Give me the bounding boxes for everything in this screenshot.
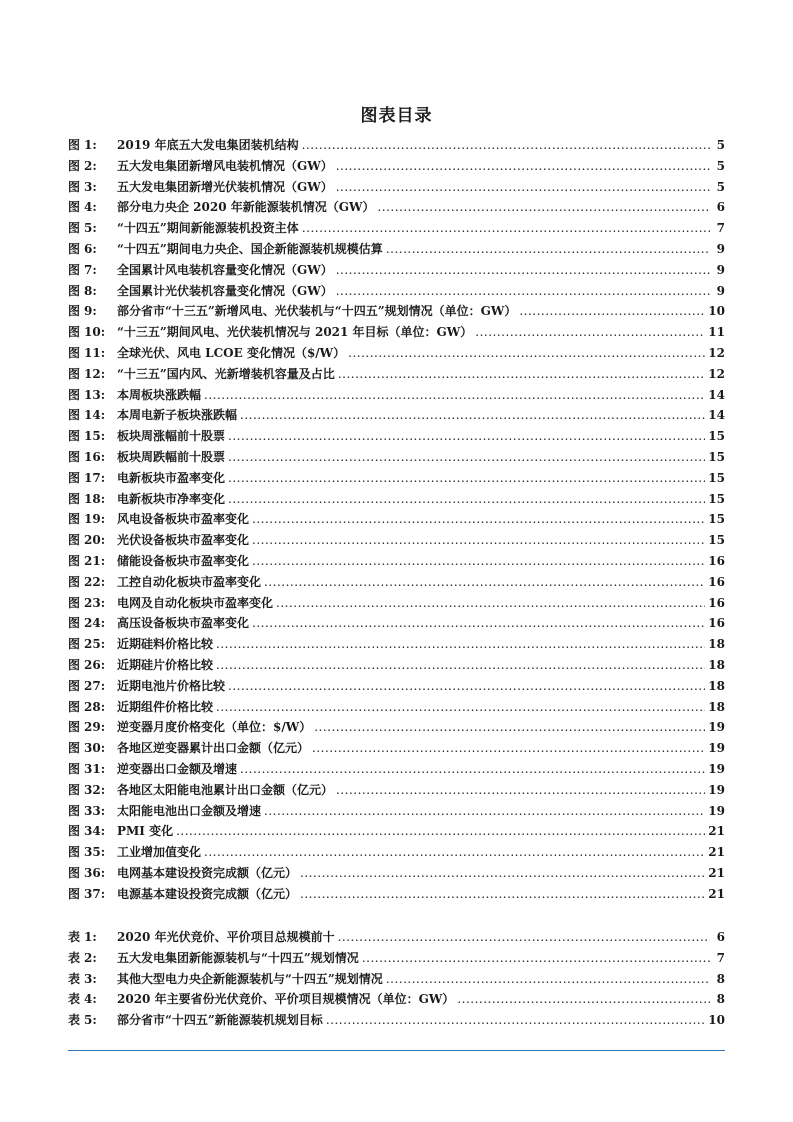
figure-page-number: 18 xyxy=(708,657,725,672)
figure-page-number: 15 xyxy=(708,449,725,464)
figure-entry[interactable] xyxy=(68,364,725,385)
figure-page-number: 15 xyxy=(708,491,725,506)
dot-leader xyxy=(336,156,710,177)
table-title: 部分省市“十四五”新能源装机规划目标 xyxy=(117,1013,323,1028)
dot-leader xyxy=(338,364,705,385)
figure-number: 3: xyxy=(84,179,97,194)
figure-page-number: 15 xyxy=(708,533,725,548)
figure-prefix: 图 xyxy=(68,283,81,298)
figure-title: 板块周跌幅前十股票 xyxy=(117,449,226,464)
dot-leader xyxy=(377,197,710,218)
dot-leader xyxy=(336,281,710,302)
figure-entry[interactable] xyxy=(68,530,725,551)
table-page-number: 8 xyxy=(716,992,725,1007)
figure-entry[interactable] xyxy=(68,343,725,364)
dot-leader xyxy=(302,218,710,239)
dot-leader xyxy=(338,927,710,948)
figure-number: 4: xyxy=(84,200,97,215)
figure-entry[interactable] xyxy=(68,593,725,614)
figure-entry[interactable] xyxy=(68,884,725,905)
figure-page-number: 12 xyxy=(708,366,725,381)
figure-title: 近期硅料价格比较 xyxy=(117,637,214,652)
dot-leader xyxy=(314,717,705,738)
dot-leader xyxy=(312,738,705,759)
figure-title: 近期组件价格比较 xyxy=(117,699,214,714)
figure-prefix: 图 xyxy=(68,845,81,860)
figure-entry[interactable] xyxy=(68,177,725,198)
figure-prefix: 图 xyxy=(68,553,81,568)
figure-number: 6: xyxy=(84,241,97,256)
figure-title: “十四五”期间电力央企、国企新能源装机规模估算 xyxy=(117,241,383,256)
figure-entry[interactable] xyxy=(68,697,725,718)
figure-page-number: 18 xyxy=(708,678,725,693)
figure-number: 13: xyxy=(84,387,106,402)
figure-number: 19: xyxy=(84,512,106,527)
figure-prefix: 图 xyxy=(68,533,81,548)
figure-entry[interactable] xyxy=(68,551,725,572)
figure-prefix: 图 xyxy=(68,408,81,423)
figure-page-number: 16 xyxy=(708,553,725,568)
figure-title: 电网基本建设投资完成额（亿元） xyxy=(117,865,298,880)
figure-entry[interactable] xyxy=(68,738,725,759)
figure-prefix: 图 xyxy=(68,179,81,194)
figure-page-number: 21 xyxy=(708,824,725,839)
figure-title: 工业增加值变化 xyxy=(117,845,202,860)
figure-prefix: 图 xyxy=(68,595,81,610)
figure-entry[interactable] xyxy=(68,322,725,343)
figure-entry[interactable] xyxy=(68,197,725,218)
table-prefix: 表 xyxy=(68,971,81,986)
figure-number: 10: xyxy=(84,325,106,340)
figure-prefix: 图 xyxy=(68,387,81,402)
figure-number: 15: xyxy=(84,429,106,444)
figure-prefix: 图 xyxy=(68,865,81,880)
figure-entry[interactable] xyxy=(68,447,725,468)
dot-leader xyxy=(176,821,705,842)
figure-entry[interactable] xyxy=(68,842,725,863)
figure-prefix: 图 xyxy=(68,366,81,381)
figure-title: 板块周涨幅前十股票 xyxy=(117,429,226,444)
figure-title: 本周板块涨跌幅 xyxy=(117,387,202,402)
figure-page-number: 16 xyxy=(708,574,725,589)
figure-prefix: 图 xyxy=(68,304,81,319)
figure-page-number: 18 xyxy=(708,637,725,652)
dot-leader xyxy=(252,613,705,634)
figure-entry[interactable] xyxy=(68,759,725,780)
figure-title: 近期电池片价格比较 xyxy=(117,678,226,693)
figure-prefix: 图 xyxy=(68,886,81,901)
figure-title: 近期硅片价格比较 xyxy=(117,657,214,672)
page-title: 图表目录 xyxy=(360,106,433,126)
figure-page-number: 5 xyxy=(716,179,725,194)
dot-leader xyxy=(228,489,705,510)
dot-leader xyxy=(204,842,705,863)
dot-leader xyxy=(264,801,705,822)
figure-prefix: 图 xyxy=(68,221,81,236)
figure-number: 23: xyxy=(84,595,106,610)
dot-leader xyxy=(264,572,705,593)
figure-number: 35: xyxy=(84,845,106,860)
table-list xyxy=(68,927,725,1031)
figure-page-number: 18 xyxy=(708,699,725,714)
figure-title: 全国累计风电装机容量变化情况（GW） xyxy=(117,262,333,277)
table-prefix: 表 xyxy=(68,950,81,965)
dot-leader xyxy=(386,969,710,990)
figure-page-number: 19 xyxy=(708,720,725,735)
figure-title: 全国累计光伏装机容量变化情况（GW） xyxy=(117,283,333,298)
figure-number: 25: xyxy=(84,637,106,652)
figure-page-number: 7 xyxy=(716,221,725,236)
figure-prefix: 图 xyxy=(68,657,81,672)
figure-prefix: 图 xyxy=(68,470,81,485)
figure-title: “十四五”期间新能源装机投资主体 xyxy=(117,221,299,236)
figure-page-number: 16 xyxy=(708,595,725,610)
figure-prefix: 图 xyxy=(68,325,81,340)
table-entry[interactable] xyxy=(68,927,725,948)
figure-title: 各地区太阳能电池累计出口金额（亿元） xyxy=(117,782,334,797)
figure-title: 部分省市“十三五”新增风电、光伏装机与“十四五”规划情况（单位：GW） xyxy=(117,304,517,319)
figure-page-number: 21 xyxy=(708,845,725,860)
table-prefix: 表 xyxy=(68,992,81,1007)
figure-entry[interactable] xyxy=(68,218,725,239)
figure-title: 全球光伏、风电 LCOE 变化情况（$/W） xyxy=(117,345,346,360)
figure-prefix: 图 xyxy=(68,449,81,464)
figure-prefix: 图 xyxy=(68,741,81,756)
figure-page-number: 15 xyxy=(708,470,725,485)
figure-prefix: 图 xyxy=(68,720,81,735)
figure-number: 24: xyxy=(84,616,106,631)
dot-leader xyxy=(300,863,705,884)
figure-title: 本周电新子板块涨跌幅 xyxy=(117,408,238,423)
figure-entry[interactable] xyxy=(68,489,725,510)
figure-entry[interactable] xyxy=(68,405,725,426)
figure-page-number: 15 xyxy=(708,429,725,444)
figure-title: 2019 年底五大发电集团装机结构 xyxy=(117,138,299,152)
table-title: 其他大型电力央企新能源装机与“十四五”规划情况 xyxy=(117,971,383,986)
figure-number: 17: xyxy=(84,470,106,485)
table-number: 3: xyxy=(84,971,97,986)
dot-leader xyxy=(240,405,705,426)
figure-prefix: 图 xyxy=(68,241,81,256)
figure-number: 31: xyxy=(84,761,106,776)
figure-number: 8: xyxy=(84,283,97,298)
table-entry[interactable] xyxy=(68,989,725,1010)
figure-number: 28: xyxy=(84,699,106,714)
dot-leader xyxy=(326,1010,705,1031)
figure-page-number: 21 xyxy=(708,865,725,880)
figure-title: “十三五”期间风电、光伏装机情况与 2021 年目标（单位：GW） xyxy=(117,325,473,340)
table-prefix: 表 xyxy=(68,1013,81,1028)
figure-number: 12: xyxy=(84,366,106,381)
figure-number: 37: xyxy=(84,886,106,901)
table-page-number: 7 xyxy=(716,950,725,965)
dot-leader xyxy=(519,301,705,322)
figure-page-number: 5 xyxy=(716,158,725,173)
figure-entry[interactable] xyxy=(68,281,725,302)
figure-prefix: 图 xyxy=(68,803,81,818)
figure-entry[interactable] xyxy=(68,135,725,156)
figure-entry[interactable] xyxy=(68,156,725,177)
figure-page-number: 9 xyxy=(716,241,725,256)
dot-leader xyxy=(228,447,705,468)
figure-title: 电网及自动化板块市盈率变化 xyxy=(117,595,274,610)
table-title: 2020 年光伏竞价、平价项目总规模前十 xyxy=(117,930,335,944)
figure-page-number: 9 xyxy=(716,283,725,298)
figure-number: 1: xyxy=(84,138,97,152)
figure-entry[interactable] xyxy=(68,821,725,842)
figure-prefix: 图 xyxy=(68,699,81,714)
figure-number: 7: xyxy=(84,262,97,277)
figure-page-number: 5 xyxy=(716,138,725,152)
figure-number: 22: xyxy=(84,574,106,589)
figure-number: 9: xyxy=(84,304,97,319)
figure-number: 26: xyxy=(84,657,106,672)
figure-entry[interactable] xyxy=(68,634,725,655)
figure-prefix: 图 xyxy=(68,616,81,631)
figure-title: “十三五”国内风、光新增装机容量及占比 xyxy=(117,366,335,381)
dot-leader xyxy=(475,322,705,343)
figure-prefix: 图 xyxy=(68,824,81,839)
figure-number: 21: xyxy=(84,553,106,568)
figure-title: 高压设备板块市盈率变化 xyxy=(117,616,250,631)
figure-page-number: 21 xyxy=(708,886,725,901)
table-entry[interactable] xyxy=(68,948,725,969)
figure-number: 30: xyxy=(84,741,106,756)
figure-page-number: 19 xyxy=(708,803,725,818)
figure-prefix: 图 xyxy=(68,345,81,360)
table-page-number: 6 xyxy=(716,930,725,944)
figure-title: 电新板块市净率变化 xyxy=(117,491,226,506)
figure-page-number: 19 xyxy=(708,782,725,797)
figure-entry[interactable] xyxy=(68,572,725,593)
figure-prefix: 图 xyxy=(68,491,81,506)
figure-entry[interactable] xyxy=(68,301,725,322)
figure-prefix: 图 xyxy=(68,429,81,444)
dot-leader xyxy=(204,385,705,406)
dot-leader xyxy=(457,989,710,1010)
figure-number: 32: xyxy=(84,782,106,797)
figure-title: 风电设备板块市盈率变化 xyxy=(117,512,250,527)
table-number: 2: xyxy=(84,950,97,965)
figure-prefix: 图 xyxy=(68,782,81,797)
table-entry[interactable] xyxy=(68,1010,725,1031)
figure-title: 太阳能电池出口金额及增速 xyxy=(117,803,262,818)
figure-page-number: 19 xyxy=(708,741,725,756)
figure-title: 光伏设备板块市盈率变化 xyxy=(117,533,250,548)
dot-leader xyxy=(216,634,705,655)
table-title: 2020 年主要省份光伏竞价、平价项目规模情况（单位：GW） xyxy=(117,992,455,1007)
figure-number: 14: xyxy=(84,408,106,423)
table-page-number: 8 xyxy=(716,971,725,986)
figure-number: 5: xyxy=(84,221,97,236)
figure-number: 20: xyxy=(84,533,106,548)
dot-leader xyxy=(302,135,710,156)
table-page-number: 10 xyxy=(708,1013,725,1028)
dot-leader xyxy=(240,759,705,780)
figure-number: 11: xyxy=(84,345,106,360)
figure-title: 五大发电集团新增光伏装机情况（GW） xyxy=(117,179,333,194)
figure-entry[interactable] xyxy=(68,613,725,634)
figure-entry[interactable] xyxy=(68,385,725,406)
figure-number: 16: xyxy=(84,449,106,464)
figure-prefix: 图 xyxy=(68,200,81,215)
figure-entry[interactable] xyxy=(68,509,725,530)
figure-page-number: 16 xyxy=(708,616,725,631)
figure-entry[interactable] xyxy=(68,655,725,676)
table-number: 5: xyxy=(84,1013,97,1028)
figure-prefix: 图 xyxy=(68,138,81,152)
figure-title: 逆变器出口金额及增速 xyxy=(117,761,238,776)
figure-entry[interactable] xyxy=(68,780,725,801)
dot-leader xyxy=(228,426,705,447)
figure-number: 2: xyxy=(84,158,97,173)
figure-title: 五大发电集团新增风电装机情况（GW） xyxy=(117,158,333,173)
table-title: 五大发电集团新能源装机与“十四五”规划情况 xyxy=(117,950,359,965)
figure-title: 储能设备板块市盈率变化 xyxy=(117,553,250,568)
figure-prefix: 图 xyxy=(68,512,81,527)
figure-number: 36: xyxy=(84,865,106,880)
figure-page-number: 14 xyxy=(708,408,725,423)
dot-leader xyxy=(300,884,705,905)
dot-leader xyxy=(252,530,705,551)
dot-leader xyxy=(276,593,705,614)
figure-entry[interactable] xyxy=(68,426,725,447)
figure-page-number: 15 xyxy=(708,512,725,527)
figure-entry[interactable] xyxy=(68,676,725,697)
figure-prefix: 图 xyxy=(68,574,81,589)
figure-entry[interactable] xyxy=(68,717,725,738)
figure-prefix: 图 xyxy=(68,158,81,173)
table-number: 4: xyxy=(84,992,97,1007)
dot-leader xyxy=(336,260,710,281)
figure-page-number: 11 xyxy=(708,325,725,340)
dot-leader xyxy=(348,343,705,364)
figure-title: 电新板块市盈率变化 xyxy=(117,470,226,485)
dot-leader xyxy=(252,551,705,572)
figure-entry[interactable] xyxy=(68,260,725,281)
dot-leader xyxy=(362,948,710,969)
figure-list xyxy=(68,135,725,904)
figure-entry[interactable] xyxy=(68,468,725,489)
figure-number: 33: xyxy=(84,803,106,818)
figure-title: 部分电力央企 2020 年新能源装机情况（GW） xyxy=(117,200,375,215)
dot-leader xyxy=(228,468,705,489)
dot-leader xyxy=(252,509,705,530)
figure-page-number: 14 xyxy=(708,387,725,402)
figure-prefix: 图 xyxy=(68,637,81,652)
figure-prefix: 图 xyxy=(68,262,81,277)
figure-prefix: 图 xyxy=(68,761,81,776)
figure-entry[interactable] xyxy=(68,239,725,260)
figure-entry[interactable] xyxy=(68,863,725,884)
figure-title: PMI 变化 xyxy=(117,824,174,839)
figure-title: 工控自动化板块市盈率变化 xyxy=(117,574,262,589)
figure-title: 电源基本建设投资完成额（亿元） xyxy=(117,886,298,901)
dot-leader xyxy=(336,780,705,801)
figure-page-number: 6 xyxy=(716,200,725,215)
dot-leader xyxy=(336,177,710,198)
dot-leader xyxy=(386,239,710,260)
figure-title: 逆变器月度价格变化（单位：$/W） xyxy=(117,720,312,735)
figure-number: 18: xyxy=(84,491,106,506)
figure-entry[interactable] xyxy=(68,801,725,822)
dot-leader xyxy=(228,676,705,697)
figure-prefix: 图 xyxy=(68,678,81,693)
figure-number: 29: xyxy=(84,720,106,735)
footer-divider xyxy=(68,1050,725,1051)
dot-leader xyxy=(216,697,705,718)
figure-title: 各地区逆变器累计出口金额（亿元） xyxy=(117,741,310,756)
figure-number: 27: xyxy=(84,678,106,693)
table-prefix: 表 xyxy=(68,930,81,944)
figure-page-number: 19 xyxy=(708,761,725,776)
figure-number: 34: xyxy=(84,824,106,839)
figure-page-number: 12 xyxy=(708,345,725,360)
figure-page-number: 9 xyxy=(716,262,725,277)
figure-page-number: 10 xyxy=(708,304,725,319)
table-entry[interactable] xyxy=(68,969,725,990)
dot-leader xyxy=(216,655,705,676)
table-number: 1: xyxy=(84,930,97,944)
